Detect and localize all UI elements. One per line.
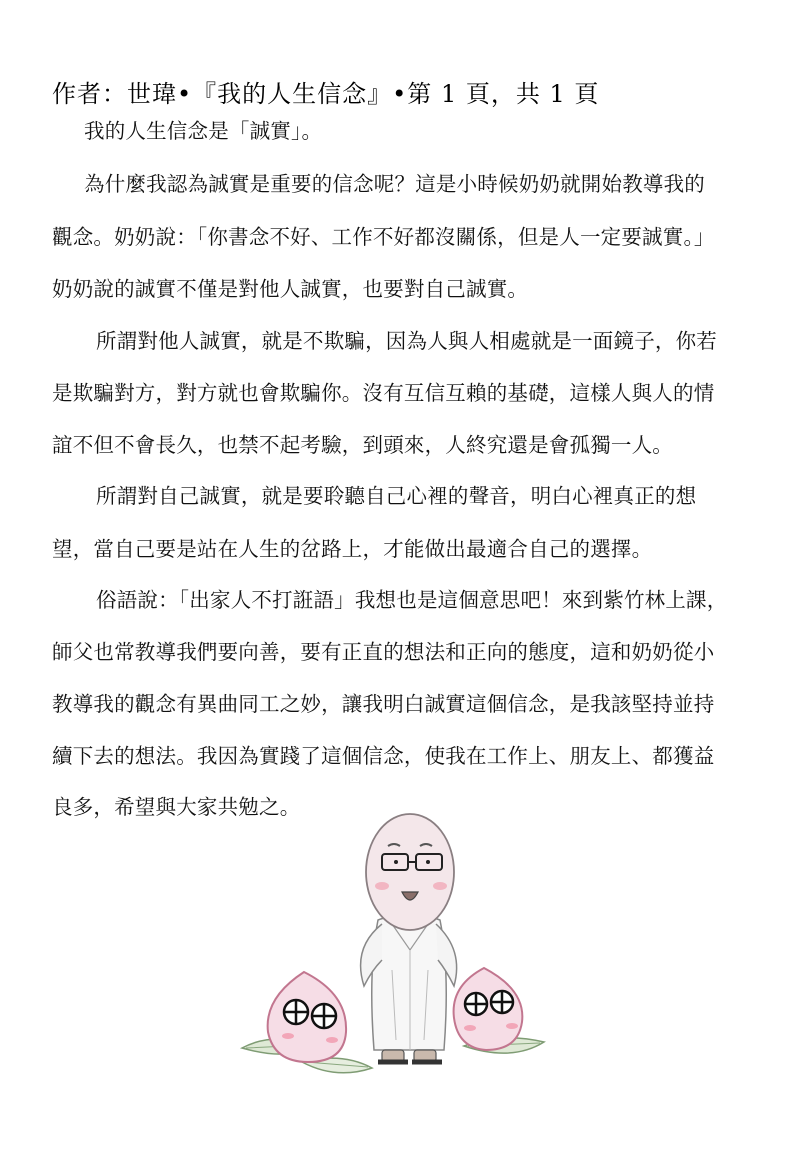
essay-line: 奶奶說的誠實不僅是對他人誠實，也要對自己誠實。 — [52, 277, 529, 301]
essay-line: 是欺騙對方，對方就也會欺騙你。沒有互信互賴的基礎，這樣人與人的情 — [52, 381, 715, 405]
essay-line: 教導我的觀念有異曲同工之妙，讓我明白誠實這個信念，是我該堅持並持 — [52, 692, 715, 716]
right-peach-character-icon — [454, 968, 523, 1050]
left-peach-character-icon — [268, 972, 346, 1062]
essay-line: 為什麼我認為誠實是重要的信念呢？這是小時候奶奶就開始教導我的 — [84, 172, 705, 196]
essay-line: 良多，希望與大家共勉之。 — [52, 795, 301, 819]
essay-line: 觀念。奶奶說：「你書念不好、工作不好都沒關係，但是人一定要誠實。」 — [52, 225, 715, 249]
page-header: 作者：世瑋•『我的人生信念』•第 1 頁，共 1 頁 — [52, 80, 600, 108]
monk-head-icon — [366, 814, 454, 930]
essay-line: 師父也常教導我們要向善，要有正直的想法和正向的態度，這和奶奶從小 — [52, 640, 715, 664]
essay-line: 我的人生信念是「誠實」。 — [84, 119, 323, 143]
monk-illustration — [232, 800, 552, 1100]
essay-line: 俗語說：「出家人不打誑語」我想也是這個意思吧！來到紫竹林上課， — [96, 588, 728, 612]
essay-line: 續下去的想法。我因為實踐了這個信念，使我在工作上、朋友上、都獲益 — [52, 744, 715, 768]
essay-line: 所謂對自己誠實，就是要聆聽自己心裡的聲音，明白心裡真正的想 — [96, 484, 697, 508]
essay-line: 望，當自己要是站在人生的岔路上，才能做出最適合自己的選擇。 — [52, 537, 653, 561]
essay-line: 誼不但不會長久，也禁不起考驗，到頭來，人終究還是會孤獨一人。 — [52, 433, 673, 457]
essay-line: 所謂對他人誠實，就是不欺騙，因為人與人相處就是一面鏡子，你若 — [96, 329, 717, 353]
monk-figure-icon — [361, 914, 457, 1062]
